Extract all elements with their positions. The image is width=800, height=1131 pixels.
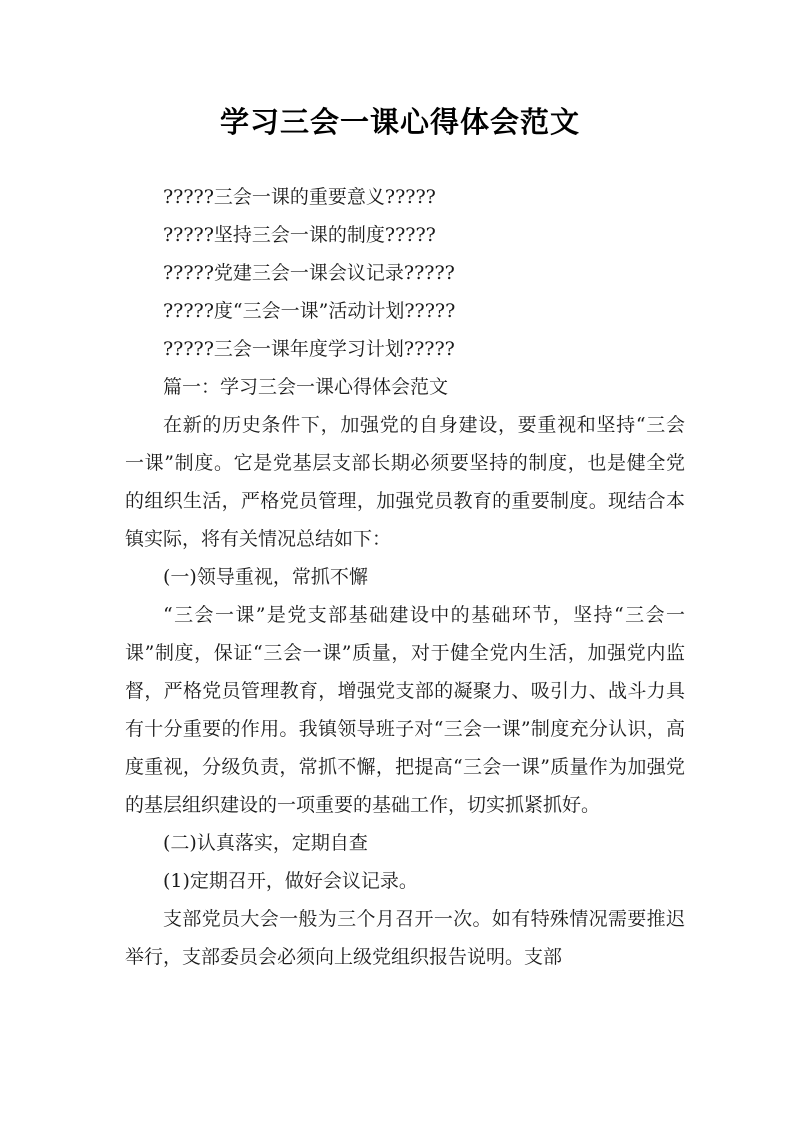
subheading: (1)定期召开，做好会议记录。 — [163, 870, 418, 892]
paragraph: 支部党员大会一般为三个月召开一次。如有特殊情况需要推迟举行，支部委员会必须向上级党组织报告说明。支部 — [125, 908, 685, 968]
subheading: (二)认真落实，定期自查 — [163, 832, 368, 854]
toc-item: ?????坚持三会一课的制度????? — [163, 224, 436, 246]
toc-item: ?????度“三会一课”活动计划????? — [163, 300, 456, 322]
paragraph: 在新的历史条件下，加强党的自身建设，要重视和坚持“三会一课”制度。它是党基层支部长期必须要坚持的制度，也是健全党的组织生活，严格党员管理，加强党员教育的重要制度。现结合本镇实际，将有关情况总结如下： — [125, 414, 685, 550]
document-body — [125, 178, 685, 976]
document-title: 学习三会一课心得体会范文 — [219, 105, 580, 139]
section-title: 篇一：学习三会一课心得体会范文 — [163, 376, 449, 398]
toc-item: ?????三会一课的重要意义????? — [163, 186, 436, 208]
toc-item: ?????党建三会一课会议记录????? — [163, 262, 455, 284]
toc-item: ?????三会一课年度学习计划????? — [163, 338, 455, 360]
subheading: (一)领导重视，常抓不懈 — [163, 566, 368, 588]
paragraph: “三会一课”是党支部基础建设中的基础环节，坚持“三会一课”制度，保证“三会一课”质量，对于健全党内生活，加强党内监督，严格党员管理教育，增强党支部的凝聚力、吸引力、战斗力具有十分重要的作用。我镇领导班子对“三会一课”制度充分认识，高度重视，分级负责，常抓不懈，把提高“三会一课”质量作为加强党的基层组织建设的一项重要的基础工作，切实抓紧抓好。 — [125, 604, 685, 816]
